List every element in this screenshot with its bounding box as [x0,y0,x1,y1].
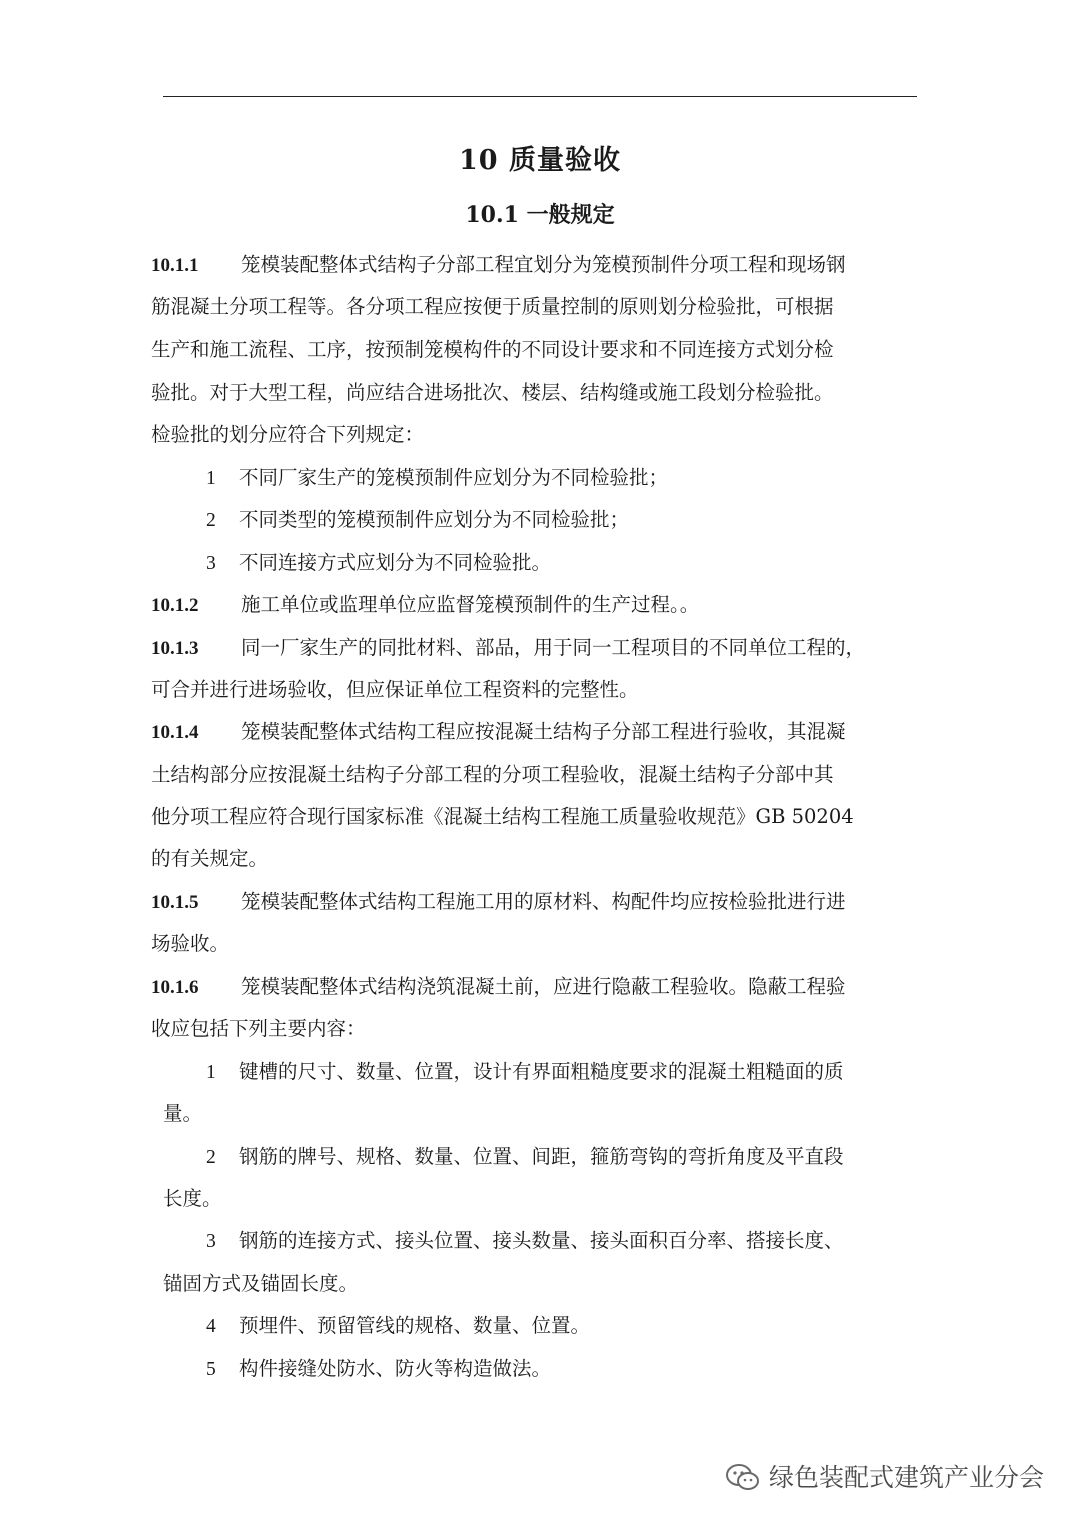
clause-text-line: 土结构部分应按混凝土结构子分部工程的分项工程验收，混凝土结构子分部中其 [151,763,834,786]
clause-text: 施工单位或监理单位应监督笼模预制件的生产过程。。 [241,593,700,616]
clause-number: 10.1.2 [151,595,199,616]
clause-text-line: 可合并进行进场验收，但应保证单位工程资料的完整性。 [151,678,639,701]
list-item [206,542,986,584]
clause-text: 笼模装配整体式结构工程应按混凝土结构子分部工程进行验收，其混凝 [241,720,846,743]
clause-text: 同一厂家生产的同批材料、部品，用于同一工程项目的不同单位工程的， [241,636,866,659]
section-title: 10.1 一般规定 [465,202,615,228]
clause-text-line: 筋混凝土分项工程等。各分项工程应按便于质量控制的原则划分检验批，可根据 [151,295,834,318]
clause-text: 笼模装配整体式结构工程施工用的原材料、构配件均应按检验批进行进 [241,890,846,913]
list-item [206,499,986,541]
list-text: 键槽的尺寸、数量、位置，设计有界面粗糙度要求的混凝土粗糙面的质 [239,1060,844,1083]
list-item-continuation: 长度。 [163,1187,222,1210]
clause-number: 10.1.6 [151,977,199,998]
list-text: 不同厂家生产的笼模预制件应划分为不同检验批； [239,466,669,489]
clause-text-line: 他分项工程应符合现行国家标准《混凝土结构工程施工质量验收规范》GB 50204 [151,805,854,828]
clause-text-line: 生产和施工流程、工序，按预制笼模构件的不同设计要求和不同连接方式划分检 [151,338,834,361]
clause-text-line: 检验批的划分应符合下列规定： [151,423,425,446]
list-item [206,1136,986,1178]
clause-10-1-2-line [151,584,931,626]
list-item [206,457,986,499]
list-item [206,1220,986,1262]
list-index: 4 [206,1316,216,1337]
list-text: 钢筋的连接方式、接头位置、接头数量、接头面积百分率、搭接长度、 [239,1229,844,1252]
list-text: 不同类型的笼模预制件应划分为不同检验批； [239,508,630,531]
list-index: 5 [206,1359,216,1380]
clause-number: 10.1.1 [151,255,199,276]
chapter-title: 10 质量验收 [459,145,621,176]
list-index: 1 [206,468,216,489]
list-index: 1 [206,1062,216,1083]
clause-10-1-6-line [151,966,931,1008]
list-item [206,1051,986,1093]
clause-text-line: 场验收。 [151,932,230,955]
clause-10-1-4-line [151,711,931,753]
clause-text-line: 验批。对于大型工程，尚应结合进场批次、楼层、结构缝或施工段划分检验批。 [151,381,834,404]
watermark-text: 绿色装配式建筑产业分会 [768,1463,1044,1492]
list-item [206,1348,986,1390]
clause-text: 笼模装配整体式结构子分部工程宜划分为笼模预制件分项工程和现场钢 [241,253,846,276]
list-index: 2 [206,1147,216,1168]
list-text: 钢筋的牌号、规格、数量、位置、间距，箍筋弯钩的弯折角度及平直段 [239,1145,844,1168]
clause-number: 10.1.3 [151,638,199,659]
clause-10-1-3-line [151,627,931,669]
list-index: 3 [206,1231,216,1252]
list-text: 不同连接方式应划分为不同检验批。 [239,551,552,574]
clause-number: 10.1.5 [151,892,199,913]
list-item-continuation: 量。 [163,1102,203,1125]
clause-10-1-1-line [151,244,931,286]
clause-text: 笼模装配整体式结构浇筑混凝土前，应进行隐蔽工程验收。隐蔽工程验 [241,975,846,998]
wechat-icon [725,1463,761,1493]
clause-text-line: 收应包括下列主要内容： [151,1017,366,1040]
watermark [725,1458,1044,1498]
list-text: 构件接缝处防水、防火等构造做法。 [239,1357,552,1380]
list-item-continuation: 锚固方式及锚固长度。 [163,1272,359,1295]
clause-10-1-5-line [151,881,931,923]
list-text: 预埋件、预留管线的规格、数量、位置。 [239,1314,591,1337]
list-index: 2 [206,510,216,531]
clause-number: 10.1.4 [151,722,199,743]
list-item [206,1305,986,1347]
header-rule [163,96,917,97]
clause-text-line: 的有关规定。 [151,847,269,870]
list-index: 3 [206,553,216,574]
